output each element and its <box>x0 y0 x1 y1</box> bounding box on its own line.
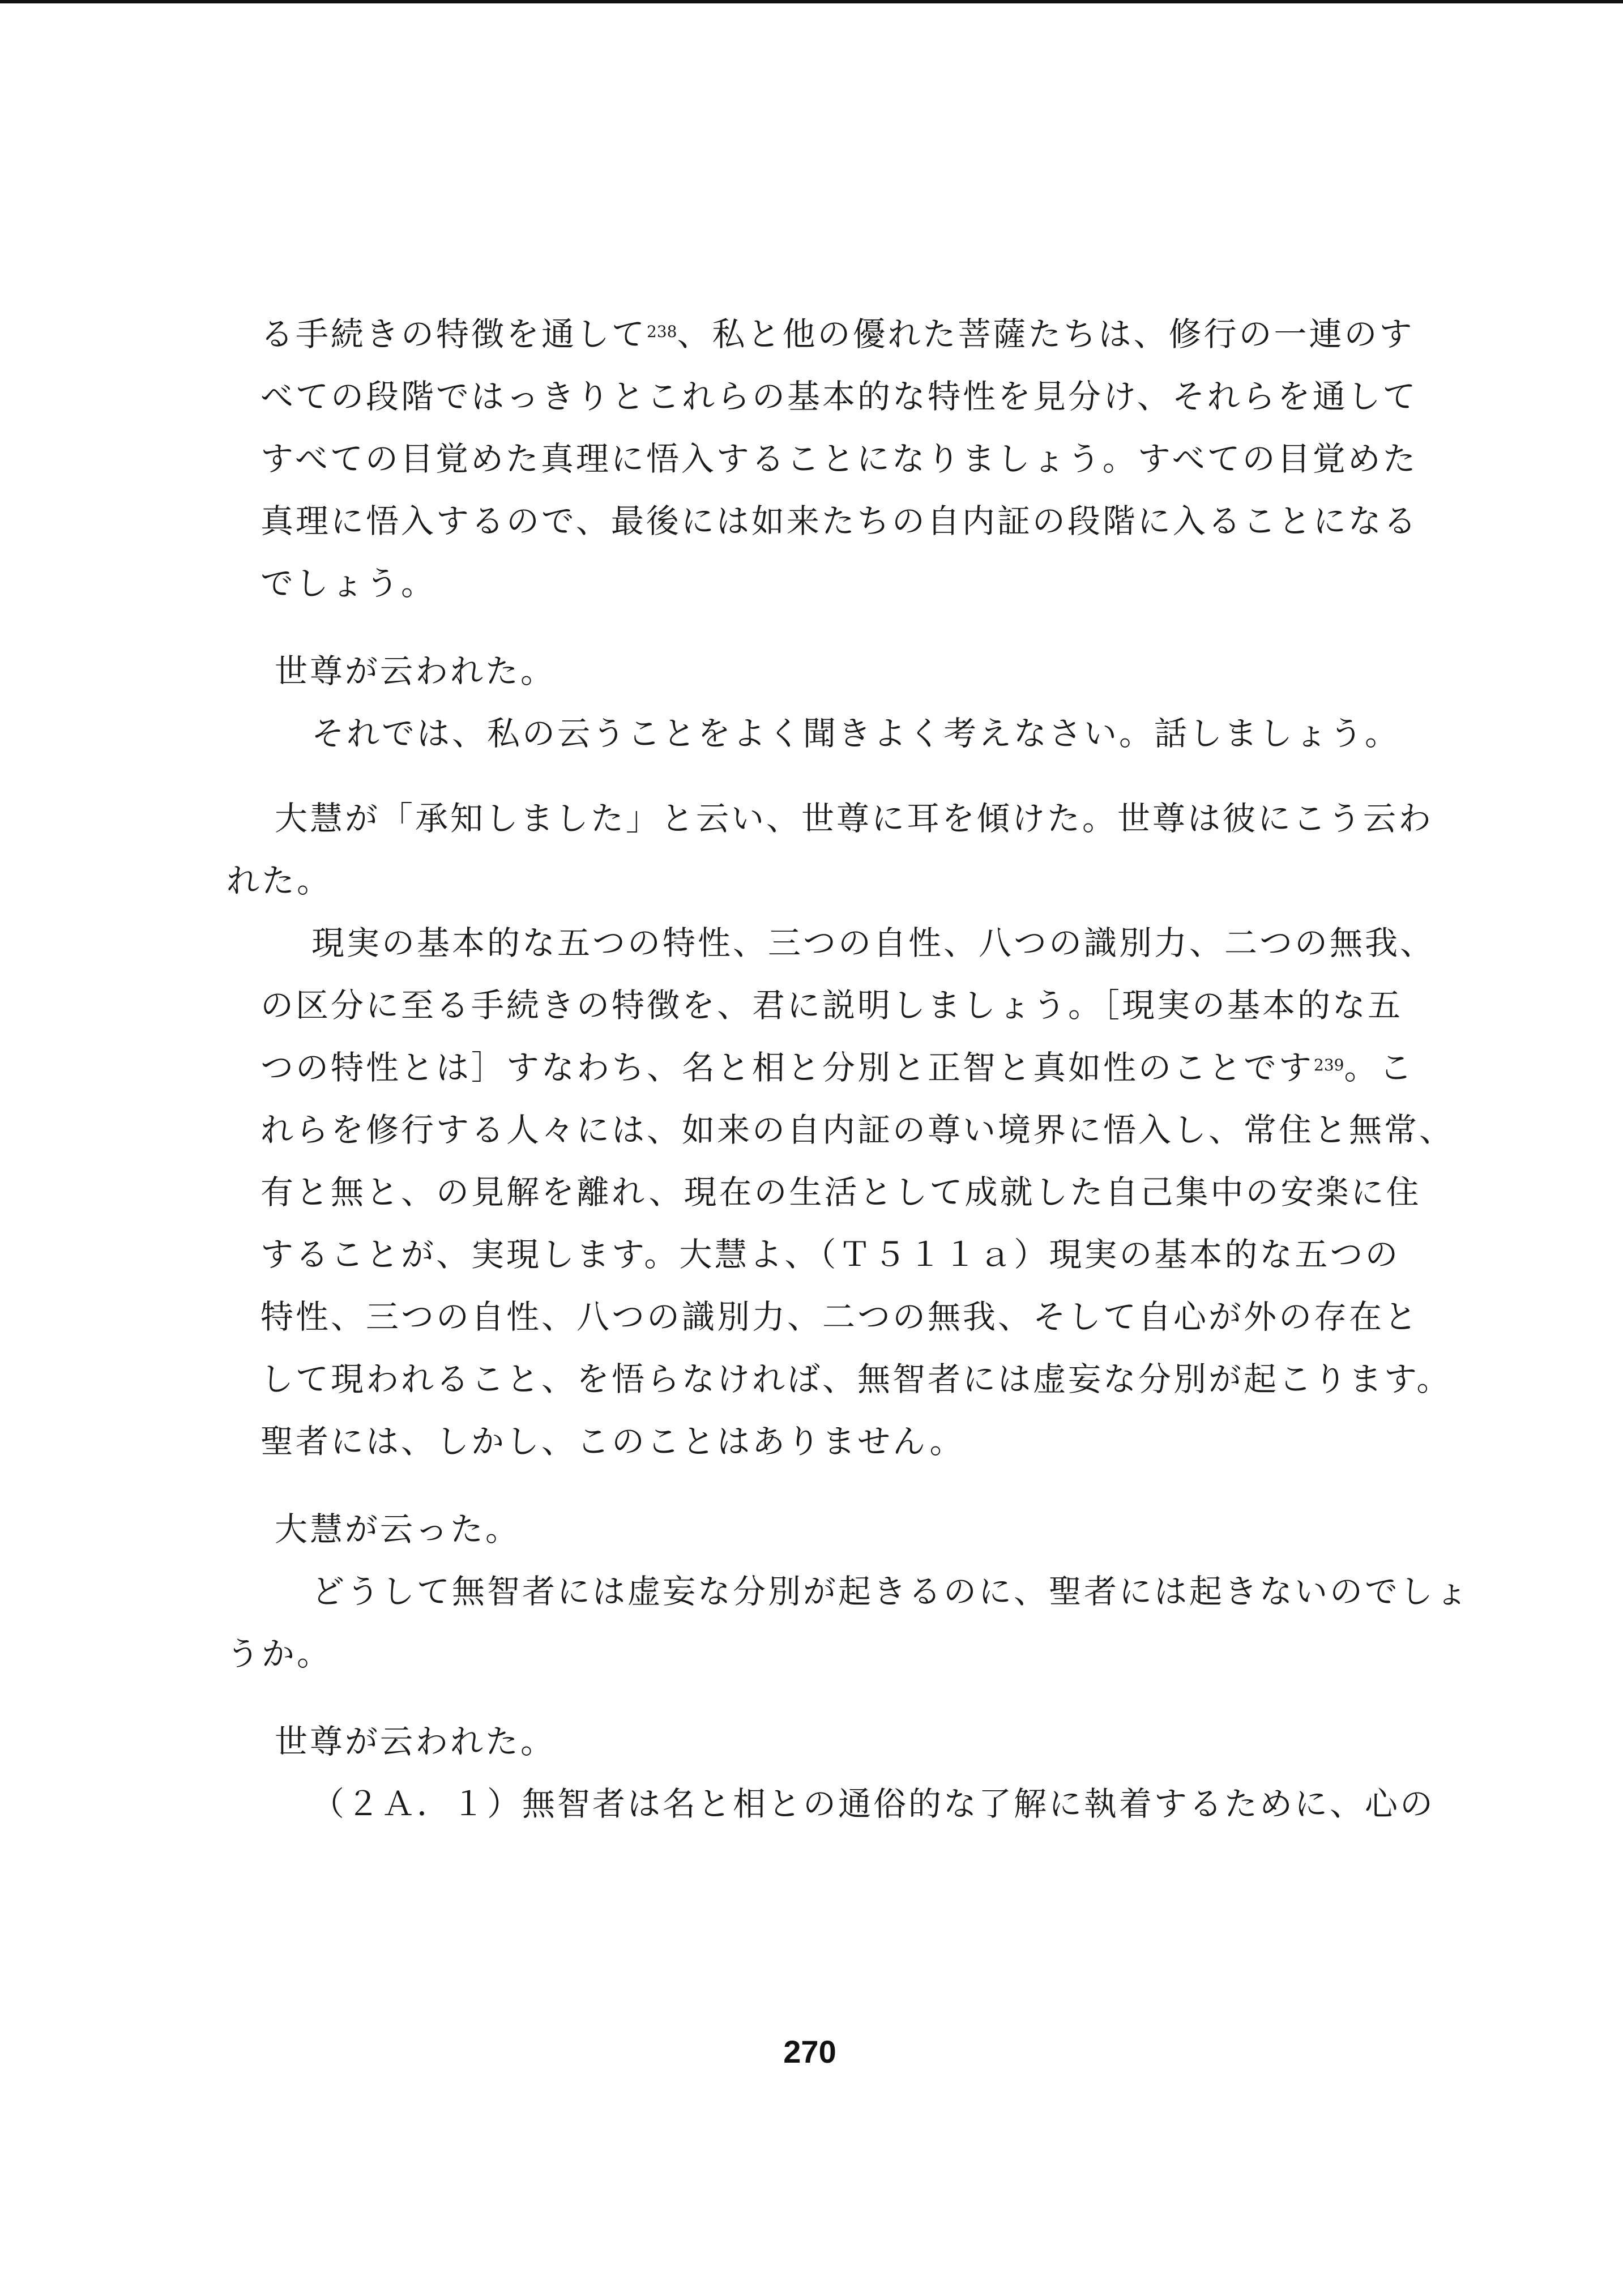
footnote-ref-239: 239 <box>1314 1056 1344 1074</box>
text-line: 真理に悟入するので、最後には如来たちの自内証の段階に入ることになる <box>260 502 1419 540</box>
speech-line: それでは、私の云うことをよく聞きよく考えなさい。話しましょう。 <box>311 714 1400 753</box>
text-line: うか。 <box>227 1634 332 1673</box>
narration-line: 大慧が「承知しました」と云い、世尊に耳を傾けた。世尊は彼にこう云わ <box>275 799 1434 838</box>
speaker-line: 大慧が云った。 <box>275 1510 521 1548</box>
text-line: 特性、三つの自性、八つの識別力、二つの無我、そして自心が外の存在と <box>260 1298 1420 1336</box>
text-line: すべての目覚めた真理に悟入することになりましょう。すべての目覚めた <box>260 439 1418 478</box>
text-line: することが、実現します。大慧よ、（Ｔ５１１ａ）現実の基本的な五つの <box>260 1235 1400 1274</box>
speaker-line: 世尊が云われた。 <box>275 652 556 690</box>
narration-line: れた。 <box>227 861 332 900</box>
text-line: して現われること、を悟らなければ、無智者には虚妄な分別が起こります。 <box>260 1360 1452 1398</box>
text-line: る手続きの特徴を通して$^{238}$、私と他の優れた菩薩たちは、修行の一連のす <box>260 315 1415 353</box>
text-line: 聖者には、しかし、このことはありません。 <box>260 1422 965 1461</box>
text-line: つの特性とは］すなわち、名と相と分別と正智と真如性のことです$^{239}$。こ <box>260 1048 1415 1087</box>
text-line: 有と無と、の見解を離れ、現在の生活として成就した自己集中の安楽に住 <box>260 1173 1421 1211</box>
footnote-ref-238: 238 <box>647 322 677 341</box>
text-line: どうして無智者には虚妄な分別が起きるのに、聖者には起きないのでしょ <box>311 1572 1471 1611</box>
text-line: 現実の基本的な五つの特性、三つの自性、八つの識別力、二つの無我、 <box>311 924 1436 962</box>
page-number: 270 <box>783 2034 836 2069</box>
top-border-line <box>0 0 1623 3</box>
text-line: でしょう。 <box>260 564 437 603</box>
text-line: （２Ａ．１）無智者は名と相との通俗的な了解に執着するために、心の <box>311 1785 1436 1823</box>
text-line: れらを修行する人々には、如来の自内証の尊い境界に悟入し、常住と無常、 <box>260 1111 1455 1149</box>
text-line: の区分に至る手続きの特徴を、君に説明しましょう。［現実の基本的な五 <box>260 986 1403 1025</box>
speaker-line: 世尊が云われた。 <box>275 1722 556 1761</box>
text-line: べての段階ではっきりとこれらの基本的な特性を見分け、それらを通して <box>260 377 1418 416</box>
